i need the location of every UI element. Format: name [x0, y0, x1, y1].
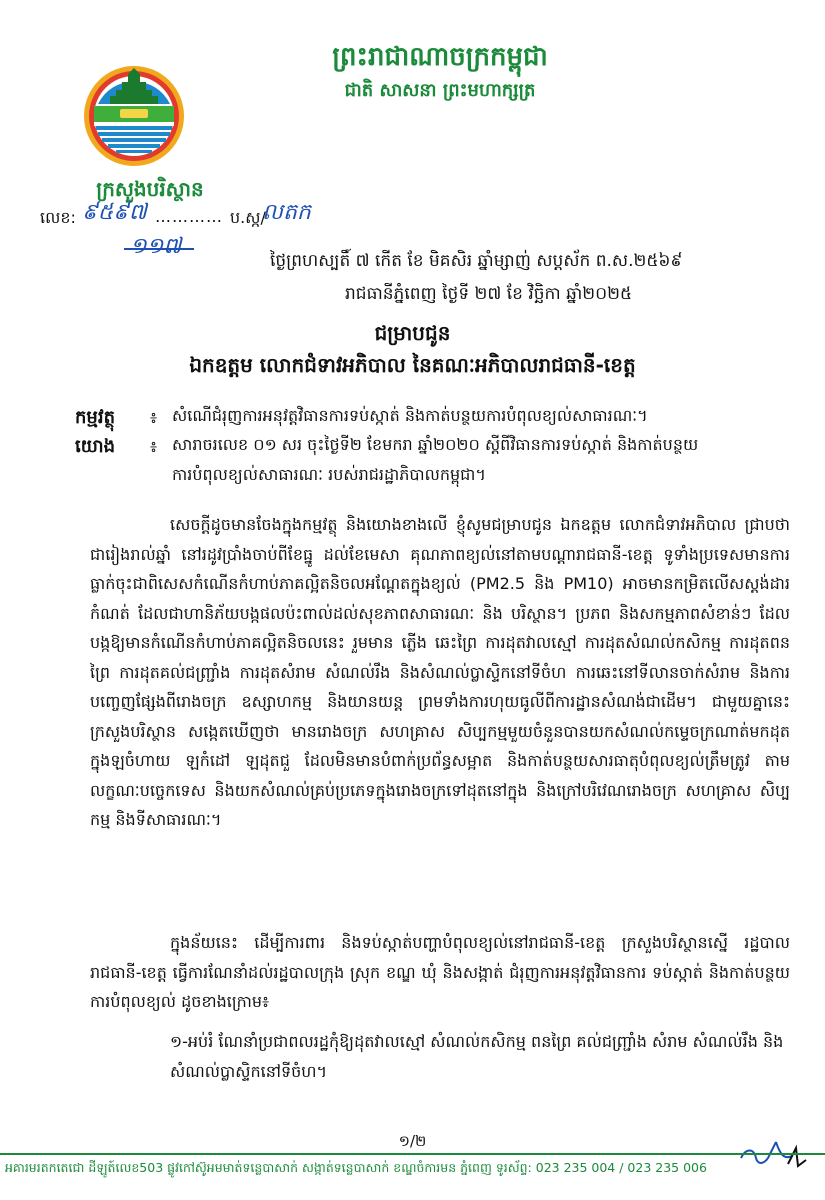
ministry-logo: [80, 62, 188, 174]
solar-date: រាជធានីភ្នំពេញ ថ្ងៃទី ២៧ ខែ វិច្ឆិកា ឆ្នាំ២០២៥: [345, 284, 633, 304]
handwritten-sub-number: ១១៧: [130, 234, 182, 259]
recipient-name: ឯកឧត្តម លោកជំទាវអភិបាល នៃគណៈអភិបាលរាជធានី-ខេត្ត: [189, 353, 636, 377]
reference-dots: …………: [155, 207, 223, 226]
reference-number-label: លេខ:: [40, 208, 76, 227]
national-motto: ជាតិ សាសនា ព្រះមហាក្សត្រ: [344, 80, 536, 101]
subject-row: [75, 405, 115, 432]
kingdom-title: ព្រះរាជាណាចក្រកម្ពុជា: [332, 42, 548, 72]
page-number: ១/២: [398, 1132, 427, 1150]
reference-label: យោង: [75, 436, 115, 457]
ministry-name: ក្រសួងបរិស្ថាន: [96, 177, 204, 201]
list-item-1: ១-អប់រំ ណែនាំប្រជាពលរដ្ឋកុំឱ្យដុតវាលស្មៅ សំណល់កសិកម្ម ពនព្រៃ គល់ជញ្ជ្រាំង សំរាម សំណល់រឹង និងសំណល់ប្លាស្ទិកនៅទីចំហ។: [170, 1032, 784, 1081]
reference-code: ប.ស្ក/: [230, 208, 266, 227]
subject-separator: ៖: [150, 408, 158, 427]
subject-text: សំណើជំរុញការអនុវត្តវិធានការទប់ស្កាត់ និងកាត់បន្ថយការបំពុលខ្យល់សាធារណៈ។: [172, 406, 648, 425]
body-paragraph-1: សេចក្តីដូចមានចែងក្នុងកម្មវត្ថុ និងយោងខាងលើ ខ្ញុំសូមជម្រាបជូន ឯកឧត្តម លោកជំទាវអភិបាល ជ្រាបថា ជារៀងរាល់ឆ្នាំ នៅរដូវប្រាំងចាប់ពីខែធ្នូ ដល់ខែមេសា គុណភាពខ្យល់នៅតាមបណ្តារាជធានី-ខេត្ត ទូទាំងប្រទេសមានការធ្លាក់ចុះជាពិសេសកំណើនកំហាប់ភាគល្អិតនិចលអណ្តែតក្នុងខ្យល់ (PM2.5 និង PM10) អាចមានកម្រិតលើសស្តង់ដារកំណត់ ដែលជាហានិភ័យបង្កផលប៉ះពាល់ដល់សុខភាពសាធារណៈ និង បរិស្ថាន។ ប្រភព និងសកម្មភាពសំខាន់ៗ ដែលបង្កឱ្យមានកំណើនកំហាប់ភាគល្អិតនិចលនេះ រួមមាន ភ្លើង ឆេះព្រៃ ការដុតវាលស្មៅ ការដុតសំណល់កសិកម្ម ការដុតពនព្រៃ ការដុតគល់ជញ្ជ្រាំង ការដុតសំរាម សំណល់រឹង និងសំណល់ប្លាស្ទិកនៅទីចំហ ការឆេះនៅទីលានចាក់សំរាម និងការបញ្ចេញផ្សែងពីរោងចក្រ ឧស្សាហកម្ម និងយានយន្ត ព្រមទាំងការហុយធូលីពីការដ្ឋានសំណង់ជាដើម។ ជាមួយគ្នានេះ ក្រសួងបរិស្ថាន សង្កេតឃើញថា មានរោងចក្រ សហគ្រាស សិប្បកម្មមួយចំនួនបានយកសំណល់កម្ទេចក្រណាត់មកដុត ក្នុងឡចំហាយ ឡកំដៅ ឡដុតជួ ដែលមិនមានបំពាក់ប្រព័ន្ធសម្អាត និងកាត់បន្ថយសារធាតុបំពុលខ្យល់ត្រឹមត្រូវ តាមលក្ខណៈបច្ចេកទេស និងយកសំណល់គ្រប់ប្រភេទក្នុងរោងចក្រទៅដុតនៅក្នុង និងក្រៅបរិវេណរោងចក្រ សហគ្រាស សិប្បកម្ម និងទីសាធារណៈ។: [90, 515, 790, 829]
handwritten-reference-number: ៩៥៩៧: [82, 200, 147, 225]
footer-divider: [0, 1153, 825, 1155]
recipient-heading: ជម្រាបជូន: [374, 321, 451, 345]
reference-line-2: ការបំពុលខ្យល់សាធារណៈ របស់រាជរដ្ឋាភិបាលកម្ពុជា។: [172, 465, 486, 484]
reference-separator: ៖: [150, 437, 158, 456]
lunar-date: ថ្ងៃព្រហស្បតិ៍ ៧ កើត ខែ មិគសិរ ឆ្នាំម្សាញ់ សប្តស័ក ព.ស.២៥៦៩: [270, 251, 683, 271]
subject-label: កម្មវត្ថុ: [75, 407, 115, 428]
reference-line-1: សារាចរលេខ ០១ សរ ចុះថ្ងៃទី២ ខែមករា ឆ្នាំ២០២០ ស្តីពីវិធានការទប់ស្កាត់ និងកាត់បន្ថយ: [172, 435, 699, 454]
footer-address: អគារមរតកតេជោ ដីឡូត៍លេខ503 ផ្លូវកៅស៊ូអមមាត់ទន្លេបាសាក់ សង្កាត់ទន្លេបាសាក់ ខណ្ឌចំការមន ភ្នំពេញ ទូរស័ព្ទ: 023 235 004 / 023 235 006: [5, 1160, 707, 1175]
handwritten-reference-code: លតក: [262, 200, 311, 225]
body-paragraph-2: ក្នុងន័យនេះ ដើម្បីការពារ និងទប់ស្កាត់បញ្ហាបំពុលខ្យល់នៅរាជធានី-ខេត្ត ក្រសួងបរិស្ថានស្នើ រដ្ឋបាលរាជធានី-ខេត្ត ធ្វើការណែនាំដល់រដ្ឋបាលក្រុង ស្រុក ខណ្ឌ ឃុំ និងសង្កាត់ ជំរុញការអនុវត្តវិធានការ ទប់ស្កាត់ និងកាត់បន្ថយការបំពុលខ្យល់ ដូចខាងក្រោម៖: [90, 933, 790, 1011]
